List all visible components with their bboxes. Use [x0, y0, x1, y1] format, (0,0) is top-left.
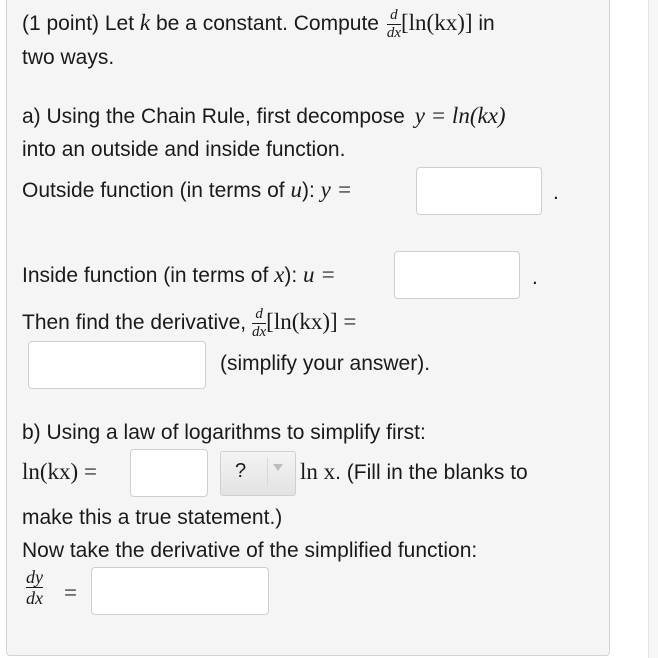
- inside-eq: u =: [303, 262, 336, 287]
- deriv-den: dx: [386, 25, 401, 41]
- inside-var: x: [274, 262, 285, 287]
- part-b-line1: b) Using a law of logarithms to simplify first:: [22, 421, 426, 444]
- dy: dy: [26, 567, 43, 587]
- deriv-num: d: [390, 7, 398, 23]
- dy-dx-fraction: [26, 568, 43, 607]
- intro-prefix: (1 point) Let: [22, 12, 135, 36]
- intro-suffix: in: [478, 12, 495, 36]
- chevron-down-icon: [273, 464, 283, 471]
- scrollbar[interactable]: [648, 0, 658, 658]
- part-a-text: a) Using the Chain Rule, first decompose: [22, 105, 405, 128]
- inside-function-label: [22, 262, 336, 289]
- part-b-lhs: [22, 459, 97, 486]
- part-b-line4: Now take the derivative of the simplified function:: [22, 539, 478, 562]
- dy-dx: [26, 568, 43, 607]
- lhs-expr: ln(kx) =: [22, 459, 97, 484]
- inside-period: .: [532, 266, 538, 289]
- outside-eq: y =: [320, 177, 353, 202]
- rhs-math: ln x: [300, 459, 336, 484]
- inside-label-text: Inside function (in terms of: [22, 264, 269, 287]
- outside-label-text: Outside function (in terms of: [22, 179, 285, 202]
- simplify-note: (simplify your answer).: [220, 352, 431, 375]
- part-a-math: y = ln(kx): [414, 103, 506, 128]
- problem-intro-line1: [22, 8, 495, 41]
- inside-function-input[interactable]: [394, 251, 520, 299]
- intro-var: k: [139, 10, 151, 36]
- log-coefficient-input[interactable]: [130, 449, 208, 497]
- dy-dx-equals: [64, 580, 77, 607]
- deriv-num-2: d: [255, 306, 263, 322]
- deriv-den-2: dx: [251, 324, 267, 340]
- inside-close: ):: [284, 264, 298, 287]
- outside-var: u: [290, 177, 302, 202]
- then-derivative-line: [22, 307, 356, 340]
- rhs-text: . (Fill in the blanks to: [335, 461, 528, 484]
- derivative-operator: [387, 8, 401, 41]
- part-b-line3: make this a true statement.): [22, 506, 283, 529]
- outside-close: ):: [301, 179, 315, 202]
- intro-expr: [ln(kx)]: [400, 10, 473, 36]
- derivative-operator-2: [252, 307, 266, 340]
- equals-sign: =: [64, 580, 77, 605]
- outside-function-input[interactable]: [416, 167, 542, 215]
- outside-period: .: [553, 181, 559, 204]
- problem-intro-line2: two ways.: [22, 46, 115, 69]
- outside-function-label: [22, 177, 352, 204]
- dx: dx: [26, 588, 43, 608]
- part-a-line1: [22, 103, 506, 130]
- log-operator-dropdown[interactable]: [220, 451, 296, 496]
- then-expr: [ln(kx)] =: [266, 309, 357, 335]
- dropdown-separator: [267, 458, 268, 486]
- dropdown-selected: ?: [235, 460, 247, 482]
- derivative-input[interactable]: [28, 341, 206, 389]
- part-a-line2: into an outside and inside function.: [22, 138, 346, 161]
- intro-mid: be a constant. Compute: [155, 12, 379, 36]
- simplified-derivative-input[interactable]: [91, 567, 269, 615]
- part-b-rhs: [300, 459, 528, 486]
- then-text: Then find the derivative,: [22, 311, 247, 335]
